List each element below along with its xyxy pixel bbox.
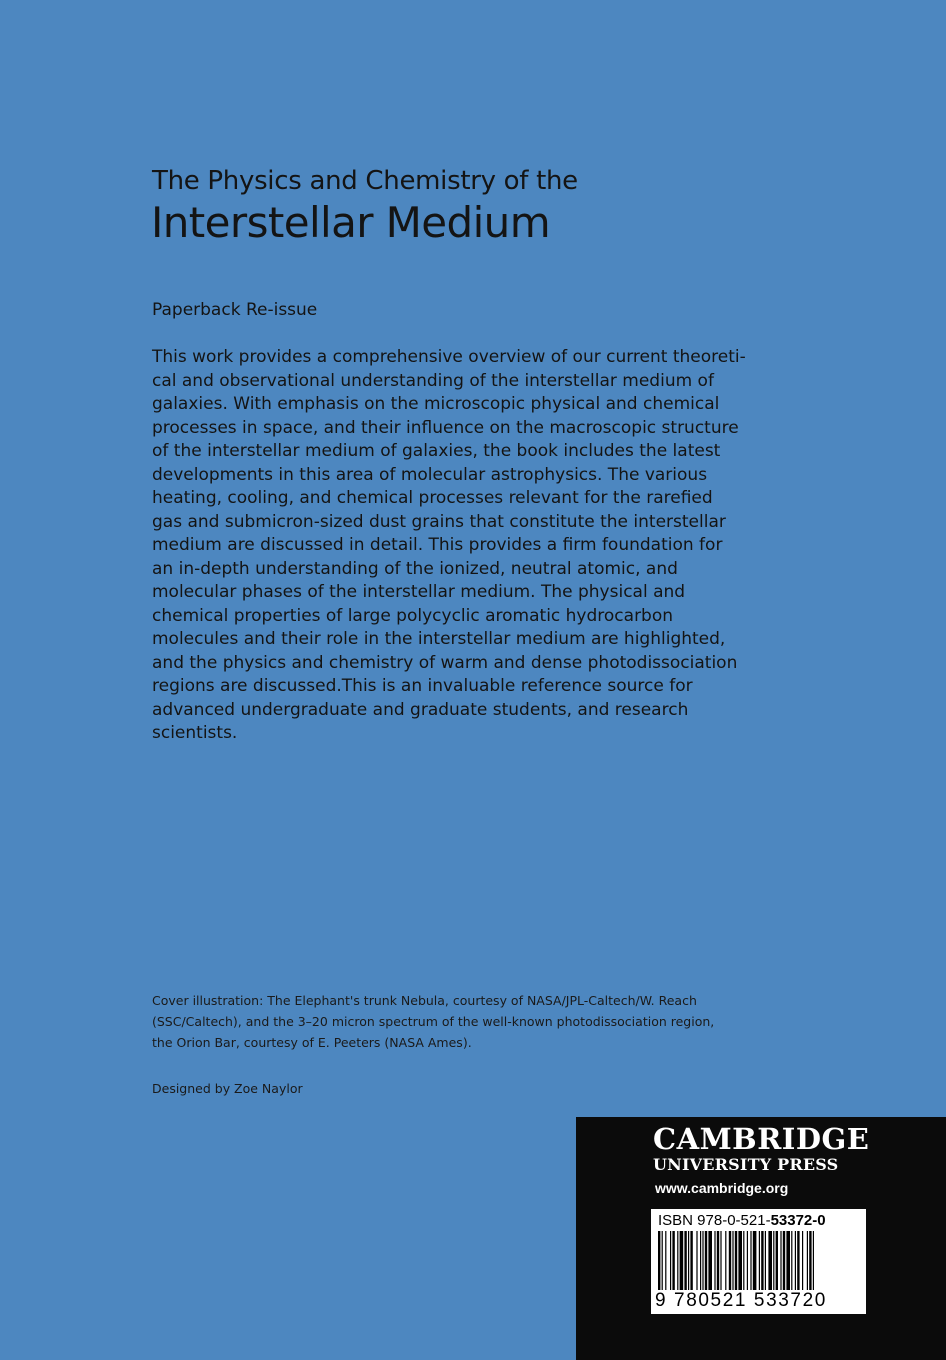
barcode-bar <box>747 1231 748 1293</box>
blurb-line: an in-depth understanding of the ionized, neutral atomic, and <box>152 558 678 579</box>
barcode-bar <box>765 1231 766 1293</box>
barcode-panel <box>651 1209 866 1314</box>
barcode-bar <box>720 1231 721 1293</box>
barcode-bar <box>717 1231 719 1293</box>
blurb-line: molecular phases of the interstellar medium. The physical and <box>152 582 686 602</box>
barcode-bar <box>776 1231 778 1293</box>
barcode-bar <box>700 1231 701 1293</box>
title-line-2: Interstellar Medium <box>151 198 551 247</box>
barcode-bar <box>688 1231 689 1293</box>
isbn-prefix: ISBN 978-0-521- <box>658 1212 771 1229</box>
blurb <box>152 346 752 746</box>
blurb-line: galaxies. With emphasis on the microscopic physical and chemical <box>152 394 720 414</box>
barcode-bar <box>658 1231 660 1293</box>
barcode-bar <box>708 1231 712 1293</box>
edition-label: Paperback Re-issue <box>152 300 318 320</box>
publisher-subname: UNIVERSITY PRESS <box>653 1155 839 1174</box>
designer-credit: Designed by Zoe Naylor <box>152 1081 303 1096</box>
barcode-bar <box>791 1231 792 1293</box>
blurb-line: medium are discussed in detail. This provides a firm foundation for <box>152 535 723 555</box>
blurb-line: developments in this area of molecular astrophysics. The various <box>152 464 708 485</box>
blurb-line: This work provides a comprehensive overview of our current theoreti- <box>152 347 746 367</box>
barcode-bar <box>780 1231 781 1293</box>
barcode-bar <box>750 1231 751 1293</box>
blurb-line: molecules and their role in the interstellar medium are highlighted, <box>152 629 726 649</box>
barcode-bar <box>797 1231 799 1293</box>
blurb-line: processes in space, and their influence on the macroscopic structure <box>152 417 739 438</box>
barcode-bar <box>684 1231 686 1293</box>
barcode-bar <box>783 1231 785 1293</box>
barcode-bar <box>665 1231 666 1293</box>
barcode-bar <box>761 1231 763 1293</box>
barcode-bar <box>705 1231 707 1293</box>
barcode-bar <box>786 1231 790 1293</box>
barcode-bar <box>807 1231 808 1293</box>
barcode-bar <box>702 1231 703 1293</box>
barcode-bar <box>690 1231 692 1293</box>
publisher-logo: CAMBRIDGE <box>653 1122 870 1156</box>
barcode-bar <box>732 1231 733 1293</box>
publisher-box <box>576 1117 946 1360</box>
barcode-icon <box>655 1231 862 1293</box>
barcode-bar <box>753 1231 757 1293</box>
barcode-bar <box>759 1231 760 1293</box>
barcode-bar <box>813 1231 814 1293</box>
barcode-bar <box>672 1231 674 1293</box>
barcode-bar <box>735 1231 737 1293</box>
blurb-line: regions are discussed.This is an invaluable reference source for <box>152 676 693 696</box>
publisher-url: www.cambridge.org <box>655 1180 789 1196</box>
barcode-bar <box>696 1231 697 1293</box>
title-line-1: The Physics and Chemistry of the <box>152 166 578 196</box>
blurb-line: cal and observational understanding of the interstellar medium of <box>152 370 714 391</box>
barcode-bar <box>795 1231 796 1293</box>
credit-line: Cover illustration: The Elephant's trunk Nebula, courtesy of NASA/JPL-Caltech/W. Reach <box>152 993 697 1008</box>
isbn-number <box>658 1212 826 1229</box>
barcode-bar <box>809 1231 811 1293</box>
blurb-line: scientists. <box>152 723 238 743</box>
blurb-line: heating, cooling, and chemical processes relevant for the rarefied <box>152 488 713 508</box>
barcode-bar <box>768 1231 772 1293</box>
blurb-line: of the interstellar medium of galaxies, the book includes the latest <box>152 441 721 461</box>
isbn-suffix: 53372-0 <box>770 1212 826 1229</box>
credit-line: the Orion Bar, courtesy of E. Peeters (NASA Ames). <box>152 1035 472 1050</box>
barcode-bar <box>670 1231 671 1293</box>
barcode-bar <box>773 1231 774 1293</box>
blurb-line: gas and submicron-sized dust grains that constitute the interstellar <box>152 511 726 532</box>
barcode-bar <box>714 1231 715 1293</box>
blurb-line: and the physics and chemistry of warm and dense photodissociation <box>152 652 738 673</box>
barcode-bar <box>738 1231 742 1293</box>
barcode-digits: 9 780521 533720 <box>655 1290 862 1312</box>
cover-credits <box>152 990 752 1053</box>
barcode-bar <box>802 1231 803 1293</box>
barcode-bar <box>725 1231 726 1293</box>
barcode-bar <box>680 1231 684 1293</box>
barcode-bar <box>677 1231 678 1293</box>
barcode-bar <box>743 1231 744 1293</box>
barcode-bar <box>729 1231 731 1293</box>
barcode-bar <box>662 1231 663 1293</box>
blurb-line: advanced undergraduate and graduate students, and research <box>152 699 689 720</box>
credit-line: (SSC/Caltech), and the 3–20 micron spectrum of the well-known photodissociation region, <box>152 1014 715 1029</box>
blurb-line: chemical properties of large polycyclic aromatic hydrocarbon <box>152 605 674 626</box>
